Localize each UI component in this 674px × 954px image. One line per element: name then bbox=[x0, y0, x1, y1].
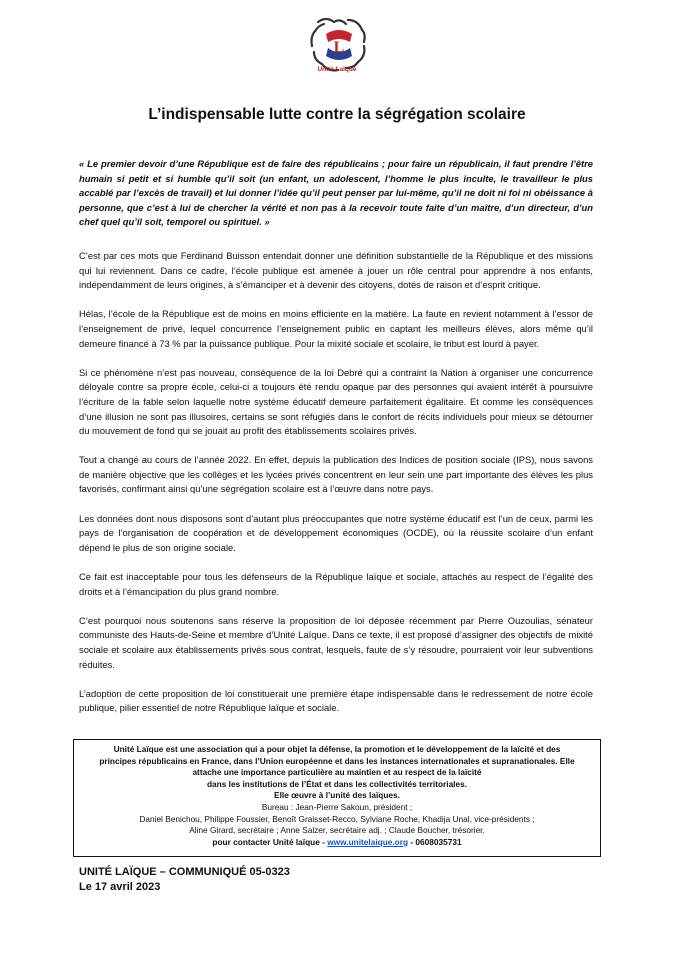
svg-text:L: L bbox=[333, 39, 345, 56]
paragraph: C’est pourquoi nous soutenons sans réserve la proposition de loi déposée récemment par Pierre Ouzoulias, sénateur communiste des Hauts-de-Seine et membre d’Unité Laïque. Dans ce texte, il est proposé d’assigner des objectifs de mixité sociale et scolaire aux établissements privés sous contrat, lesquels, faute de s’y résoudre, pourraient voir leur subventions réduites. bbox=[79, 614, 593, 670]
contact-line bbox=[82, 837, 592, 849]
association-info-box bbox=[73, 739, 601, 857]
logo-caption: Unité Laïque bbox=[317, 66, 357, 73]
paragraph: Hélas, l’école de la République est de moins en moins efficiente en la matière. La faute en revient notamment à l’essor de l’enseignement de privé, lequel concurrence l’enseignement public en captant les meilleurs élèves, alors même qu’il demeure financé à 73 % par la puissance publique. Pour la mixité sociale et scolaire, le tribut est lourd à payer. bbox=[79, 308, 593, 349]
paragraph: Tout a changé au cours de l’année 2022. En effet, depuis la publication des Indices de position sociale (IPS), nous savons de manière objective que les collèges et les lycées privés concentrent en leur sein une part importante des élèves les plus favorisés, confirmant ainsi qu’une ségrégation scolaire est à l’œuvre dans notre pays. bbox=[79, 454, 593, 495]
communique-date: Le 17 avril 2023 bbox=[79, 881, 161, 893]
paragraph: C’est par ces mots que Ferdinand Buisson entendait donner une définition substantielle de la République et des missions qui lui reviennent. Dans ce cadre, l’école publique est amenée à jouer un rôle central pour apprendre à nos enfants, indépendamment de leurs origines, à s’émanciper et à devenir des citoyens, dotés de raison et d’esprit critique. bbox=[79, 249, 593, 291]
paragraph: Ce fait est inacceptable pour tous les défenseurs de la République laïque et sociale, attachés au respect de l’égalité des droits et à l’émancipation du plus grand nombre. bbox=[79, 571, 593, 597]
paragraph: Si ce phénomène n’est pas nouveau, conséquence de la loi Debré qui a contraint la Nation à organiser une concurrence déloyale contre sa propre école, celui-ci a toujours été rendu opaque par des personnes qui avaient intérêt à poursuivre l’écriture de la fable selon laquelle notre système éducatif demeure parfaitement égalitaire. Et comme les conséquences d’une illusion ne sont pas illusoires, certains se sont réfugiés dans le confort de récits individuels pour mieux se détourner du mouvement de fond qui se jouait au profit des établissements scolaires privés. bbox=[79, 366, 593, 437]
paragraph: L’adoption de cette proposition de loi constituerait une première étape indispensable dans le redressement de notre école publique, pilier essentiel de notre République laïque et sociale. bbox=[79, 687, 593, 714]
communique-footer bbox=[79, 865, 290, 895]
info-line: attache une importance particulière au maintien et au respect de la laïcité bbox=[192, 767, 482, 778]
website-link[interactable]: www.unitelaique.org bbox=[327, 836, 409, 847]
bureau-line: Daniel Benichou, Philippe Foussier, Benoît Graisset-Recco, Sylviane Roche, Khadija Unal, vice-présidents ; bbox=[139, 813, 535, 824]
opening-quote: « Le premier devoir d’une République est de faire des républicains ; pour faire un républicain, il faut prendre l’être humain si petit et si humble qu’il soit (un enfant, un adolescent, l’homme le plus inculte, le travailleur le plus accablé par l’excès de travail) et lui donner l’idée qu’il peut penser par lui-même, qu’il ne doit ni foi ni obéissance à personne, que c’est à lui de chercher la vérité et non pas à la recevoir toute faite d’un maître, d’un directeur, d’un chef quel qu’il soit, temporel ou spirituel. » bbox=[79, 158, 593, 228]
info-line: dans les institutions de l’État et dans les collectivités territoriales. bbox=[206, 778, 468, 789]
info-line: Unité Laïque est une association qui a pour objet la défense, la promotion et le développement de la laïcité et des bbox=[113, 744, 561, 754]
communique-reference: UNITÉ LAÏQUE – COMMUNIQUÉ 05-0323 bbox=[79, 866, 290, 878]
contact-prefix: pour contacter Unité laïque - bbox=[212, 836, 328, 847]
paragraph: Les données dont nous disposons sont d’autant plus préoccupantes que notre système éducatif est l’un de ceux, parmi les pays de l’organisation de coopération et de développement économiques (OCDE), où la réussite scolaire d’un enfant dépend le plus de son origine sociale. bbox=[79, 512, 593, 553]
contact-phone: - 0608035731 bbox=[408, 836, 462, 847]
document-title: L’indispensable lutte contre la ségrégation scolaire bbox=[148, 106, 526, 123]
info-line: principes républicains en France, dans l’Union européenne et dans les instances internationales et supranationales. Elle bbox=[99, 755, 575, 766]
bureau-line: Aline Girard, secrétaire ; Anne Salzer, secrétaire adj. ; Claude Boucher, trésorier. bbox=[189, 825, 485, 836]
article-body bbox=[79, 157, 593, 731]
info-line: Elle œuvre à l’unité des laïques. bbox=[274, 790, 400, 801]
bureau-line: Bureau : Jean-Pierre Sakoun, président ; bbox=[261, 801, 413, 812]
